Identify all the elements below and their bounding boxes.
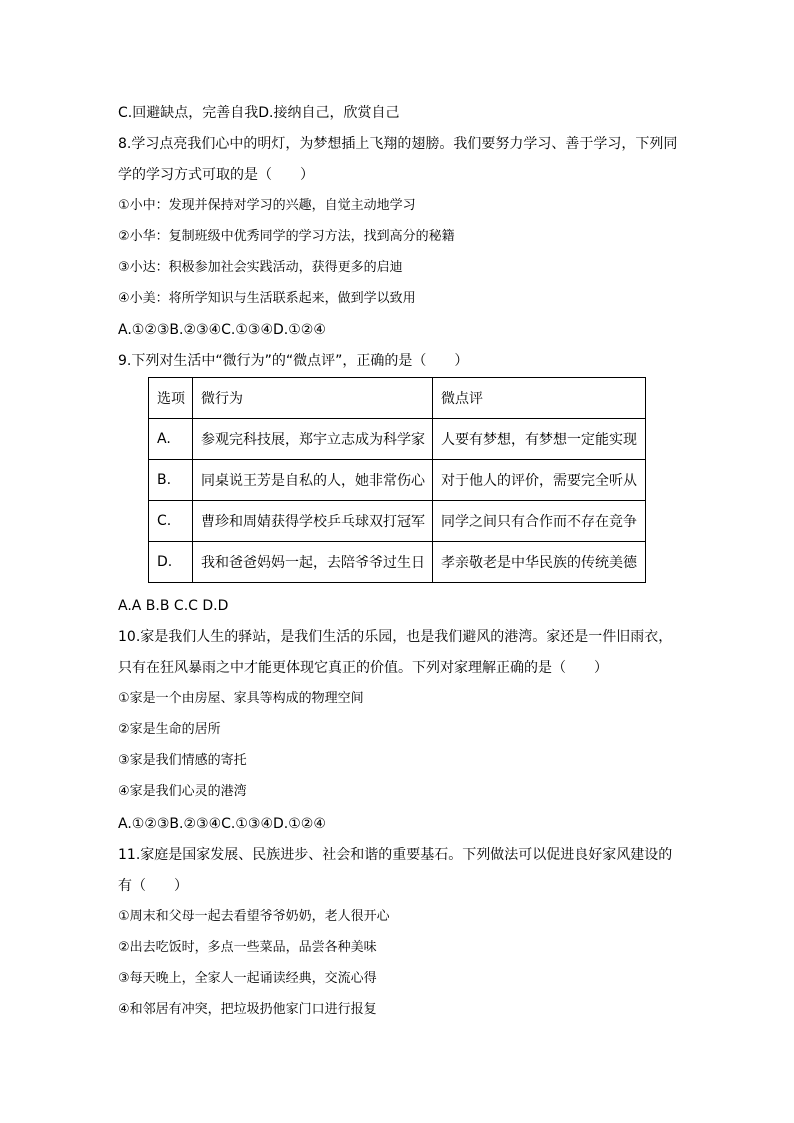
table-row [149,460,646,501]
q8-option-3: ③小达：积极参加社会实践活动，获得更多的启迪 [118,260,403,275]
table-header-cell: 选项 [149,378,193,419]
q9-stem: 9.下列对生活中“微行为”的“微点评”，正确的是（ ） [118,353,469,369]
q11-stem-line1: 11.家庭是国家发展、民族进步、社会和谐的重要基石。下列做法可以促进良好家风建设的 [118,847,673,863]
q8-option-2: ②小华：复制班级中优秀同学的学习方法，找到高分的秘籍 [118,229,455,244]
table-cell: C. [149,501,193,542]
q11-option-3: ③每天晚上，全家人一起诵读经典，交流心得 [118,971,377,986]
table-cell: 曹珍和周婧获得学校乒乓球双打冠军 [193,501,433,542]
q11-stem-line2: 有（ ） [118,878,188,894]
q8-stem-line2: 学的学习方式可取的是（ ） [118,167,314,183]
table-cell: B. [149,460,193,501]
table-cell: 参观完科技展，郑宇立志成为科学家 [193,419,433,460]
table-cell: 同学之间只有合作而不存在竞争 [433,501,646,542]
q11-option-1: ①周末和父母一起去看望爷爷奶奶，老人很开心 [118,909,390,924]
table-row [149,501,646,542]
table-header-row [149,378,646,419]
q10-option-1: ①家是一个由房屋、家具等构成的物理空间 [118,691,364,706]
table-cell: D. [149,542,193,583]
table-cell: 人要有梦想，有梦想一定能实现 [433,419,646,460]
q10-answers: A.①②③B.②③④C.①③④D.①②④ [118,816,326,832]
q10-option-3: ③家是我们情感的寄托 [118,753,247,768]
table-row [149,542,646,583]
table-row [149,419,646,460]
q10-option-2: ②家是生命的居所 [118,722,221,737]
q8-answers: A.①②③B.②③④C.①③④D.①②④ [118,322,326,338]
q11-option-4: ④和邻居有冲突，把垃圾扔他家门口进行报复 [118,1002,377,1017]
q9-answers: A.A B.B C.C D.D [118,598,229,614]
q8-option-4: ④小美：将所学知识与生活联系起来，做到学以致用 [118,291,416,306]
table-cell: A. [149,419,193,460]
q10-option-4: ④家是我们心灵的港湾 [118,784,247,799]
table-cell: 孝亲敬老是中华民族的传统美德 [433,542,646,583]
table-cell: 我和爸爸妈妈一起，去陪爷爷过生日 [193,542,433,583]
q8-stem-line1: 8.学习点亮我们心中的明灯，为梦想插上飞翔的翅膀。我们要努力学习、善于学习，下列同 [118,136,678,152]
q7-options-cd: C.回避缺点，完善自我D.接纳自己，欣赏自己 [118,105,400,121]
table-header-cell: 微行为 [193,378,433,419]
table-header-cell: 微点评 [433,378,646,419]
q8-option-1: ①小中：发现并保持对学习的兴趣，自觉主动地学习 [118,198,416,213]
q10-stem-line2: 只有在狂风暴雨之中才能更体现它真正的价值。下列对家理解正确的是（ ） [118,660,608,676]
table-cell: 对于他人的评价，需要完全听从 [433,460,646,501]
q11-option-2: ②出去吃饭时，多点一些菜品，品尝各种美味 [118,940,377,955]
q9-table [148,377,646,583]
q10-stem-line1: 10.家是我们人生的驿站，是我们生活的乐园，也是我们避风的港湾。家还是一件旧雨衣， [118,629,673,645]
table-cell: 同桌说王芳是自私的人，她非常伤心 [193,460,433,501]
